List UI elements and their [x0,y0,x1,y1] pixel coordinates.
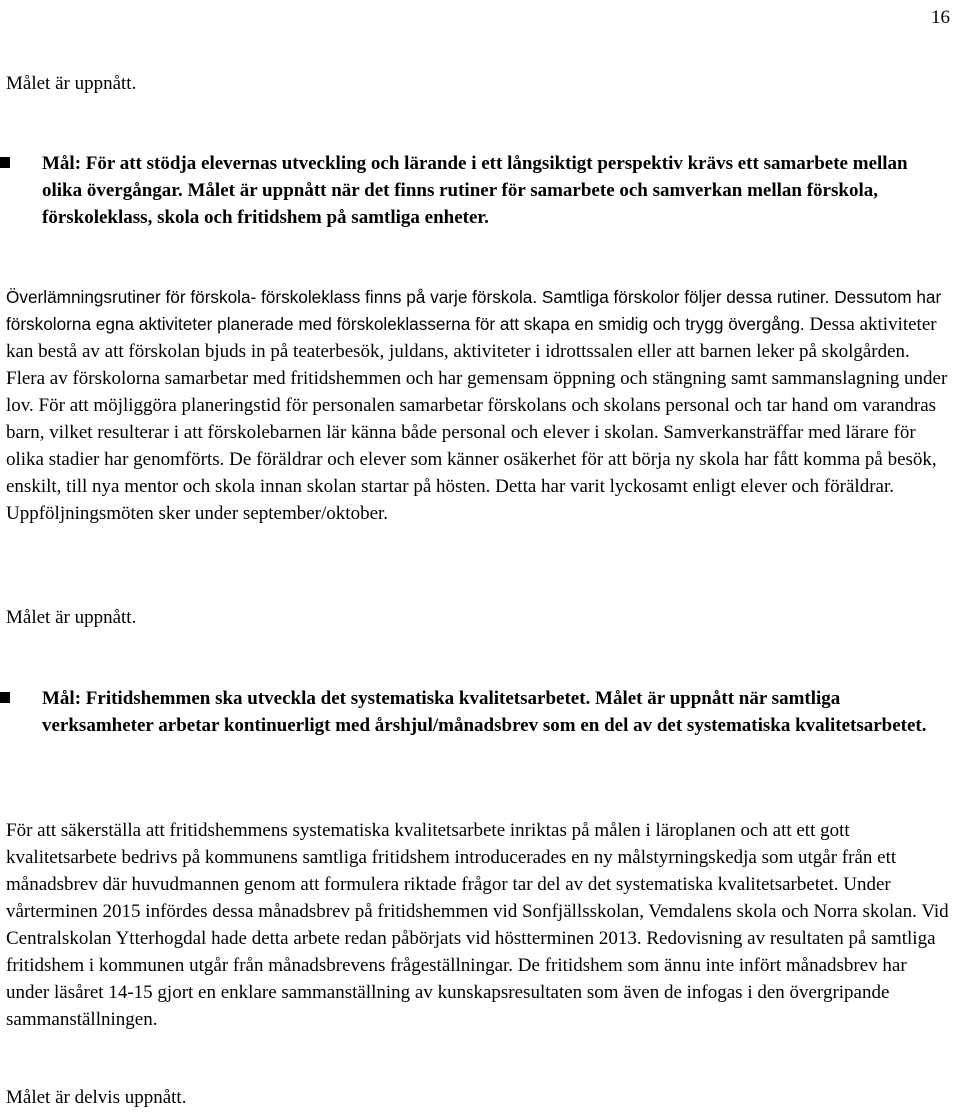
body-text-sans: Överlämningsrutiner för förskola- förskoleklass finns på varje förskola. Samtliga förskolor följer dessa rutiner. Dessutom har förskolorna egna aktiviteter planerade med förskoleklasserna för att skapa en smidig och trygg övergång. [6,287,942,334]
status-text: Målet är uppnått. [6,607,137,628]
status-text: Målet är delvis uppnått. [6,1087,187,1108]
goal-text: Mål: Fritidshemmen ska utveckla det systematiska kvalitetsarbetet. Målet är uppnått när samtliga verksamheter arbetar kontinuerligt med årshjul/månadsbrev som en del av det systematiska kvalitetsarbetet. [42,688,927,736]
goal-item [42,685,952,739]
body-paragraph: För att säkerställa att fritidshemmens systematiska kvalitetsarbete inriktas på målen i läroplanen och att ett gott kvalitetsarbete bedrivs på kommunens samtliga fritidshem introducerades en ny målstyrningskedja som utgår från ett månadsbrev där huvudmannen genom att formulera riktade frågor tar del av det systematiska kvalitetsarbetet. Under vårterminen 2015 infördes dessa månadsbrev på fritidshemmen vid Sonfjällsskolan, Vemdalens skola och Norra skolan. Vid Centralskolan Ytterhogdal hade detta arbete redan påbörjats vid höstterminen 2013. Redovisning av resultaten på samtliga fritidshem i kommunen utgår från månadsbrevens frågeställningar. De fritidshem som ännu inte infört månadsbrev har under läsåret 14-15 gjort en enklare sammanställning av kunskapsresultaten som även de infogas i den övergripande sammanställningen. [6,820,949,1030]
square-bullet-icon [0,157,10,168]
status-text: Målet är uppnått. [6,73,137,94]
page-number: 16 [931,7,950,28]
goal-item [42,150,952,231]
body-paragraph [6,284,952,527]
body-text-serif: Dessa aktiviteter kan bestå av att förskolan bjuds in på teaterbesök, juldans, aktiviteter i idrottssalen eller att barnen leker på skolgården. Flera av förskolorna samarbetar med fritidshemmen och har gemensam öppning och stängning samt sammanslagning under lov. För att möjliggöra planeringstid för personalen samarbetar förskolans och skolans personal och tar hand om varandras barn, vilket resulterar i att förskolebarnen lär känna både personal och elever i skolan. Samverkansträffar med lärare för olika stadier har genomförts. De föräldrar och elever som känner osäkerhet för att börja ny skola har fått komma på besök, enskilt, till nya mentor och skola innan skolan startar på hösten. Detta har varit lyckosamt enligt elever och föräldrar. Uppföljningsmöten sker under september/oktober. [6,314,948,524]
goal-text: Mål: För att stödja elevernas utveckling och lärande i ett långsiktigt perspektiv krävs ett samarbete mellan olika övergångar. Målet är uppnått när det finns rutiner för samarbete och samverkan mellan förskola, förskoleklass, skola och fritidshem på samtliga enheter. [42,153,908,228]
square-bullet-icon [0,692,10,703]
